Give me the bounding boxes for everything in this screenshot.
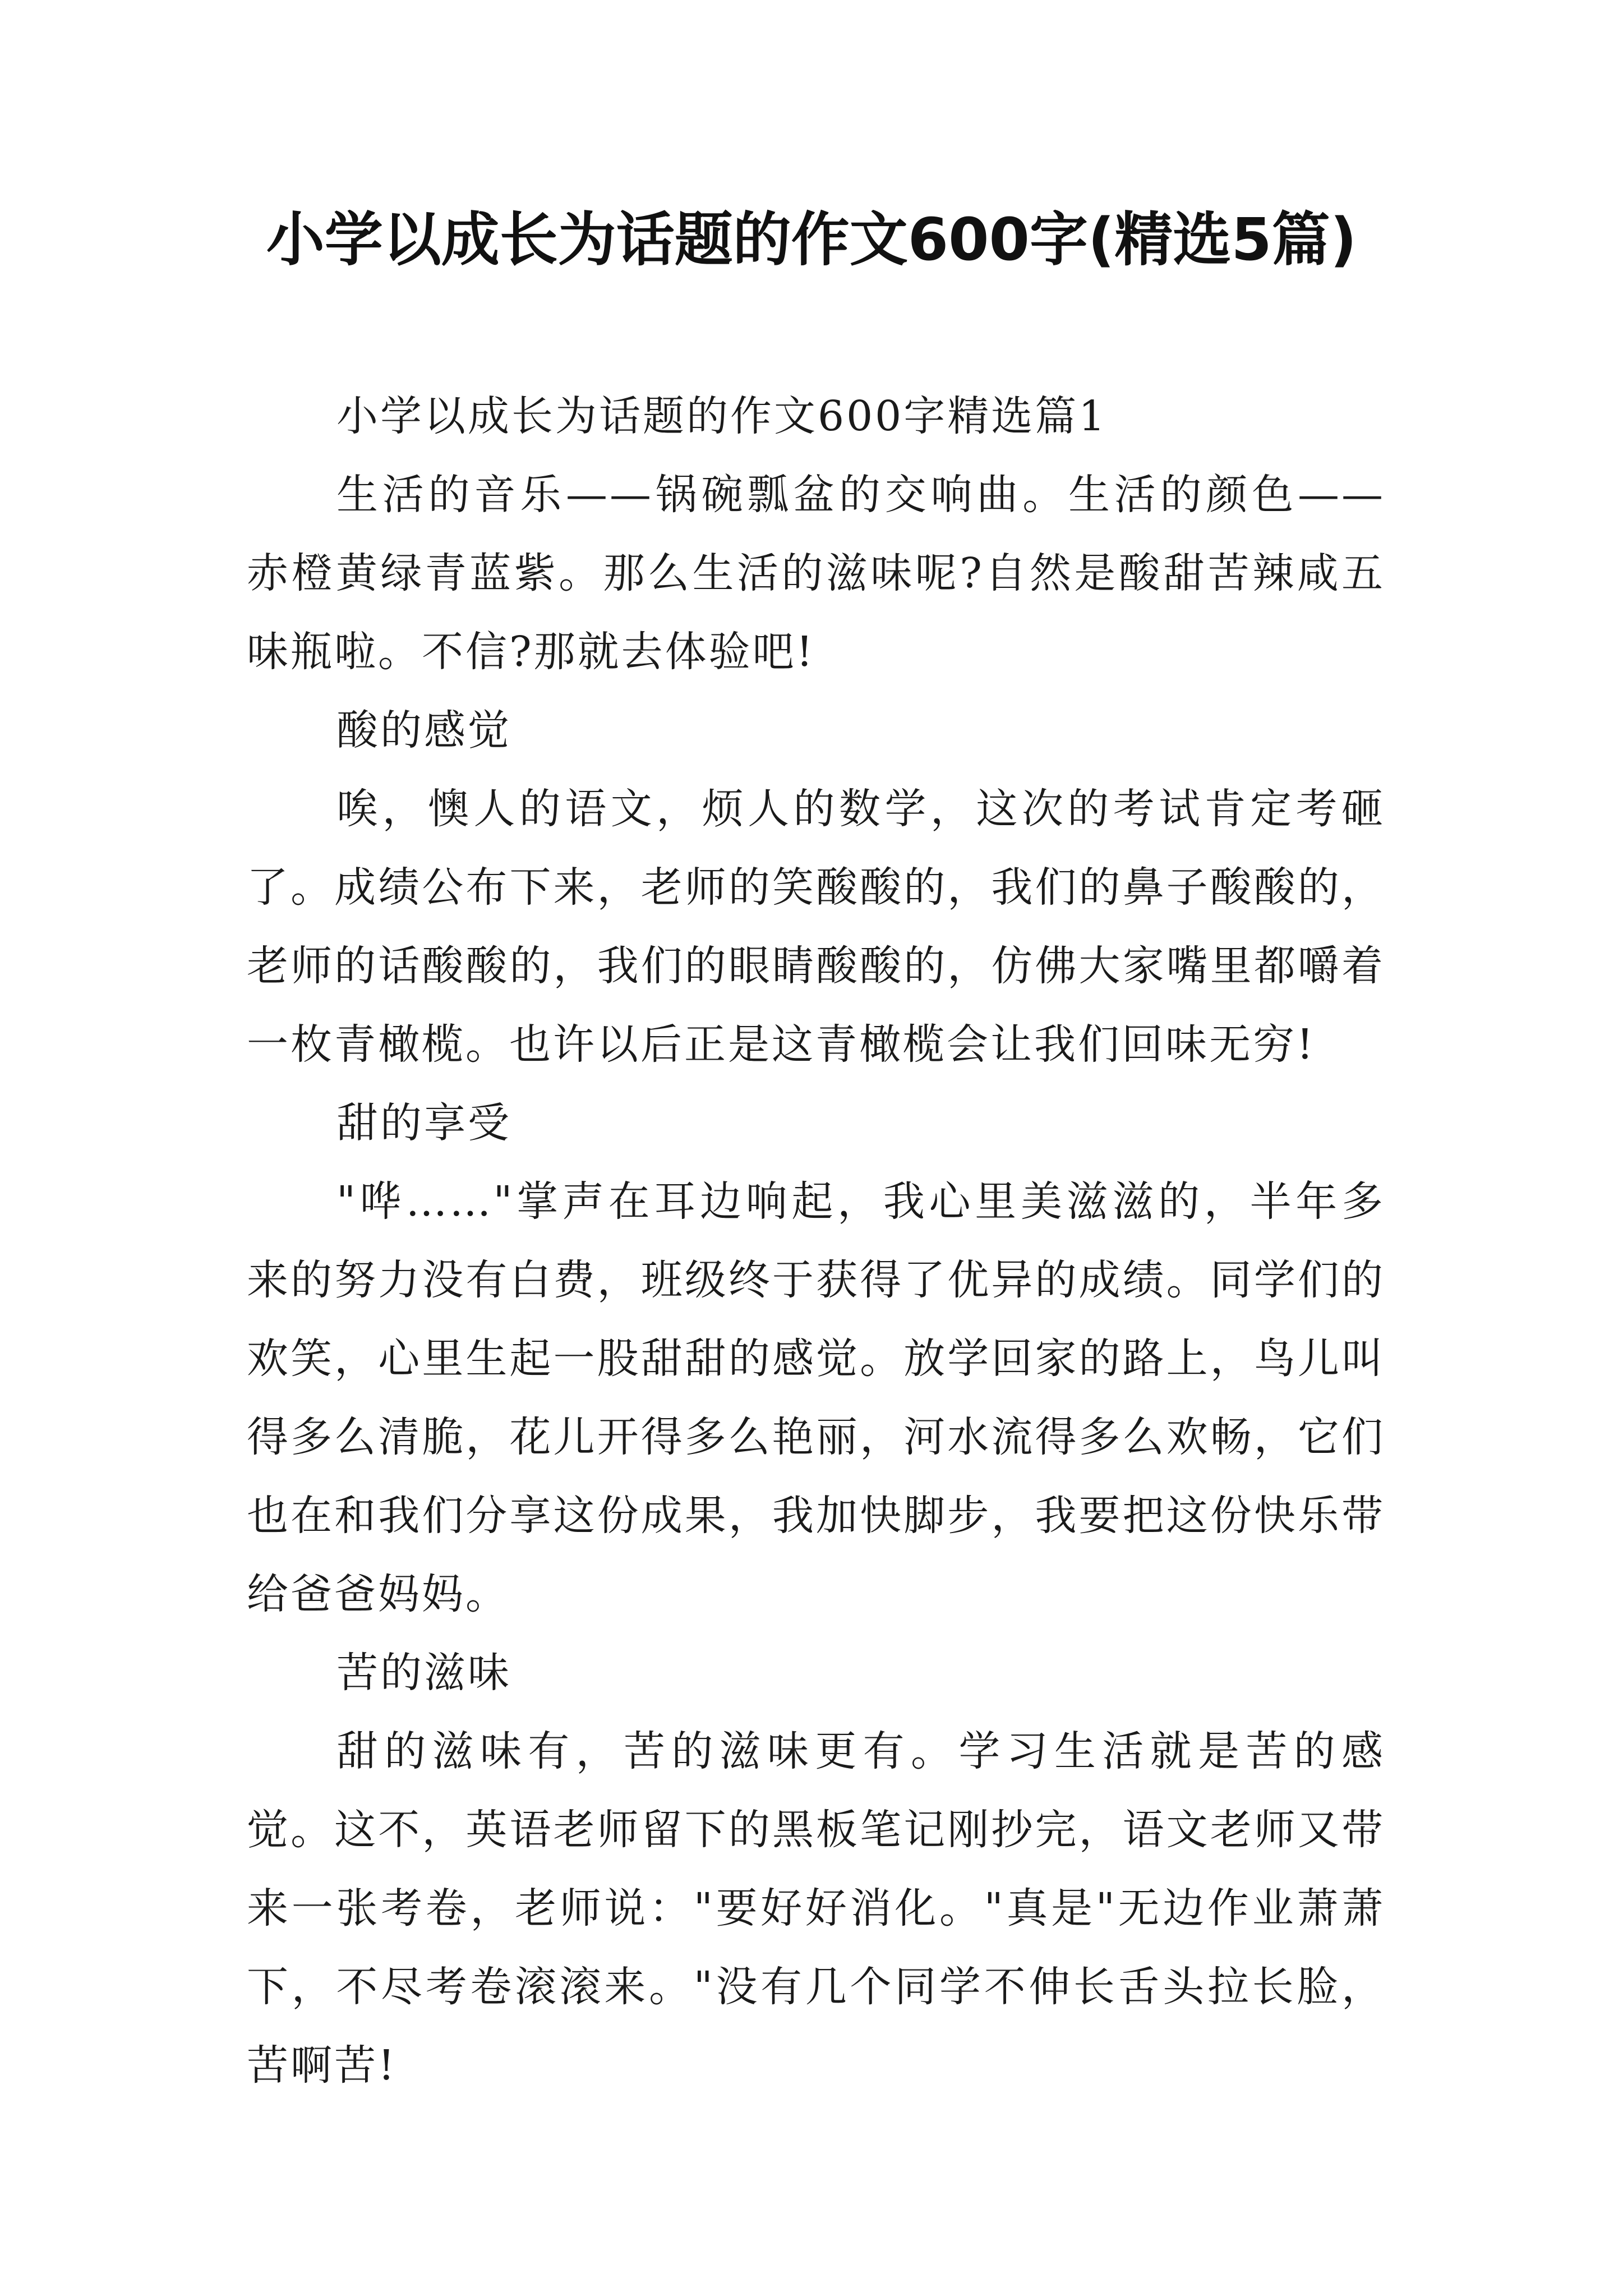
section-heading-sweet: 甜的享受 (336, 1099, 511, 1147)
section-heading-sour: 酸的感觉 (336, 706, 511, 754)
essay-heading: 小学以成长为话题的作文600字精选篇1 (336, 392, 1108, 440)
section-heading-bitter: 苦的滋味 (336, 1649, 511, 1697)
document-body (247, 377, 1385, 2105)
sour-paragraph: 唉，懊人的语文，烦人的数学，这次的考试肯定考砸了。成绩公布下来，老师的笑酸酸的，我们的鼻子酸酸的，老师的话酸酸的，我们的眼睛酸酸的，仿佛大家嘴里都嚼着一枚青橄榄。也许以后正是这青橄榄会让我们回味无穷! (247, 785, 1385, 1069)
intro-paragraph: 生活的音乐——锅碗瓢盆的交响曲。生活的颜色——赤橙黄绿青蓝紫。那么生活的滋味呢?自然是酸甜苦辣咸五味瓶啦。不信?那就去体验吧! (247, 471, 1385, 676)
document-title: 小学以成长为话题的作文600字(精选5篇) (266, 205, 1357, 274)
bitter-paragraph: 甜的滋味有，苦的滋味更有。学习生活就是苦的感觉。这不，英语老师留下的黑板笔记刚抄完，语文老师又带来一张考卷，老师说："要好好消化。"真是"无边作业萧萧下，不尽考卷滚滚来。"没有几个同学不伸长舌头拉长脸，苦啊苦! (247, 1727, 1385, 2090)
sweet-paragraph: "哗……"掌声在耳边响起，我心里美滋滋的，半年多来的努力没有白费，班级终于获得了优异的成绩。同学们的欢笑，心里生起一股甜甜的感觉。放学回家的路上，鸟儿叫得多么清脆，花儿开得多么艳丽，河水流得多么欢畅，它们也在和我们分享这份成果，我加快脚步，我要把这份快乐带给爸爸妈妈。 (247, 1177, 1385, 1618)
